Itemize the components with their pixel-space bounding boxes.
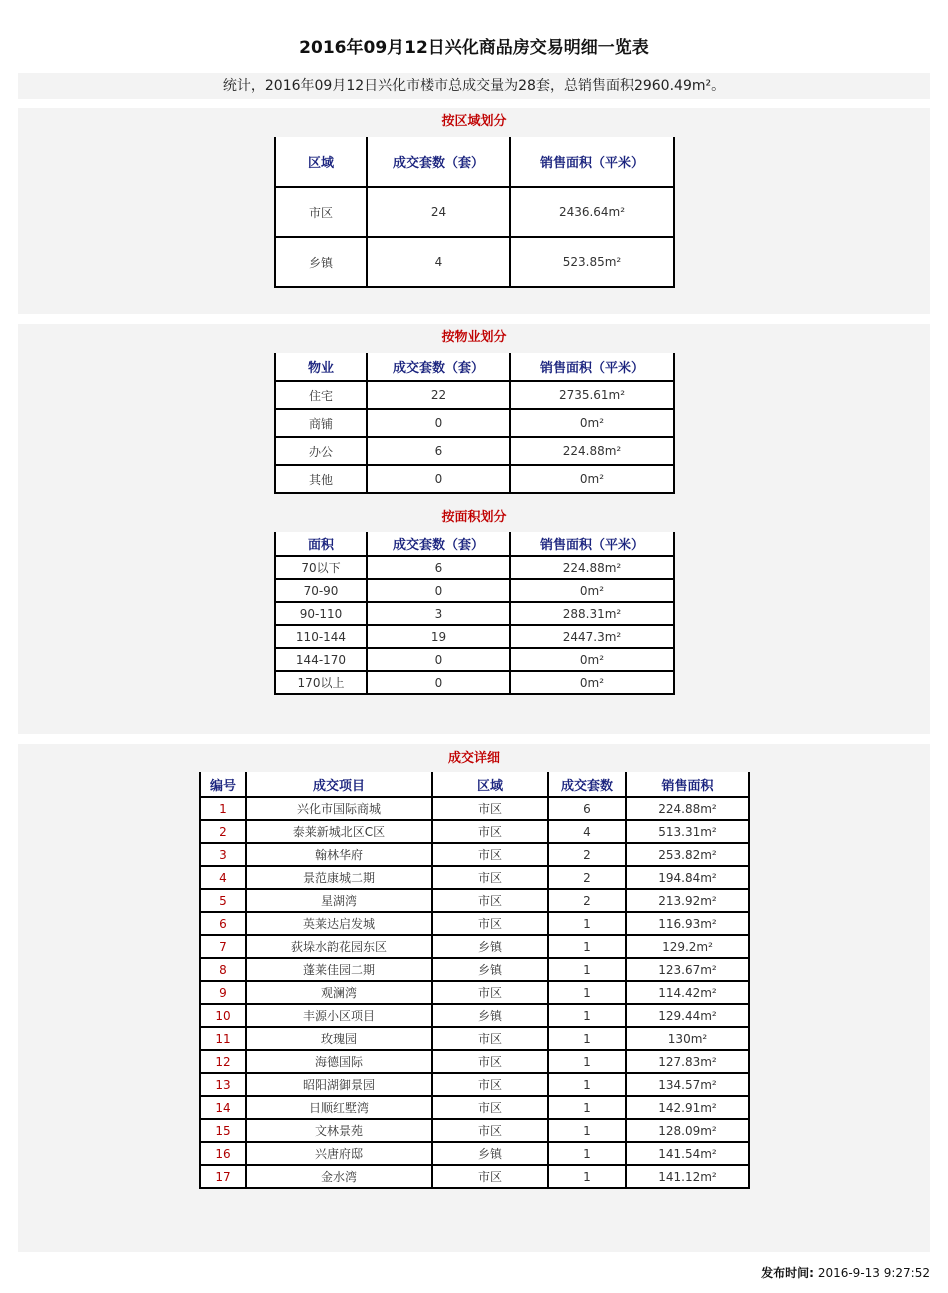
table-cell: 213.92m² — [626, 889, 749, 912]
table-cell: 1 — [548, 1165, 626, 1188]
table-row — [200, 958, 749, 981]
table-cell: 住宅 — [275, 381, 367, 409]
table-cell: 景范康城二期 — [246, 866, 432, 889]
table-cell: 市区 — [432, 1096, 548, 1119]
table-row — [200, 981, 749, 1004]
summary-text: 统计，2016年09月12日兴化市楼市总成交量为28套，总销售面积2960.49m²。 — [18, 73, 930, 99]
table-cell: 16 — [200, 1142, 246, 1165]
table-cell: 24 — [367, 187, 510, 237]
table-cell: 1 — [548, 958, 626, 981]
table-cell: 市区 — [432, 1165, 548, 1188]
table-cell: 市区 — [432, 981, 548, 1004]
details-table — [199, 772, 750, 1189]
table-cell: 144-170 — [275, 648, 367, 671]
table-row — [200, 820, 749, 843]
table-cell: 2 — [548, 843, 626, 866]
table-cell: 1 — [548, 1073, 626, 1096]
col-header: 销售面积（平米） — [510, 532, 674, 556]
table-cell: 泰莱新城北区C区 — [246, 820, 432, 843]
table-row — [200, 889, 749, 912]
table-cell: 2 — [200, 820, 246, 843]
region-section-title: 按区域划分 — [441, 114, 507, 129]
table-row — [275, 556, 674, 579]
table-cell: 253.82m² — [626, 843, 749, 866]
publish-time-value: 2016-9-13 9:27:52 — [817, 1266, 930, 1280]
table-cell: 17 — [200, 1165, 246, 1188]
area-table — [274, 532, 675, 695]
table-cell: 15 — [200, 1119, 246, 1142]
table-cell: 市区 — [432, 889, 548, 912]
table-cell: 523.85m² — [510, 237, 674, 287]
table-cell: 194.84m² — [626, 866, 749, 889]
table-cell: 荻垛水韵花园东区 — [246, 935, 432, 958]
table-cell: 114.42m² — [626, 981, 749, 1004]
table-row — [275, 409, 674, 437]
table-cell: 11 — [200, 1027, 246, 1050]
table-cell: 90-110 — [275, 602, 367, 625]
table-cell: 0 — [367, 465, 510, 493]
table-cell: 4 — [548, 820, 626, 843]
table-cell: 142.91m² — [626, 1096, 749, 1119]
table-cell: 6 — [548, 797, 626, 820]
table-cell: 70以下 — [275, 556, 367, 579]
table-cell: 办公 — [275, 437, 367, 465]
table-cell: 市区 — [432, 1073, 548, 1096]
table-cell: 日顺红墅湾 — [246, 1096, 432, 1119]
table-cell: 0 — [367, 409, 510, 437]
table-row — [200, 1050, 749, 1073]
table-cell: 6 — [367, 556, 510, 579]
table-cell: 10 — [200, 1004, 246, 1027]
table-cell: 乡镇 — [432, 1004, 548, 1027]
table-row — [275, 381, 674, 409]
table-cell: 1 — [548, 1004, 626, 1027]
table-row — [275, 237, 674, 287]
page-title: 2016年09月12日兴化商品房交易明细一览表 — [299, 38, 649, 58]
table-cell: 2436.64m² — [510, 187, 674, 237]
table-cell: 3 — [367, 602, 510, 625]
table-row — [275, 579, 674, 602]
table-cell: 1 — [548, 1096, 626, 1119]
table-cell: 翰林华府 — [246, 843, 432, 866]
table-cell: 乡镇 — [275, 237, 367, 287]
table-cell: 玫瑰园 — [246, 1027, 432, 1050]
table-cell: 123.67m² — [626, 958, 749, 981]
table-cell: 市区 — [432, 866, 548, 889]
table-cell: 海德国际 — [246, 1050, 432, 1073]
table-cell: 1 — [548, 981, 626, 1004]
table-cell: 市区 — [275, 187, 367, 237]
col-header: 编号 — [200, 772, 246, 797]
table-cell: 224.88m² — [510, 437, 674, 465]
col-header: 成交套数 — [548, 772, 626, 797]
table-cell: 5 — [200, 889, 246, 912]
table-row — [275, 437, 674, 465]
col-header: 销售面积 — [626, 772, 749, 797]
table-cell: 蓬莱佳园二期 — [246, 958, 432, 981]
table-cell: 19 — [367, 625, 510, 648]
table-cell: 乡镇 — [432, 935, 548, 958]
table-cell: 7 — [200, 935, 246, 958]
table-cell: 市区 — [432, 1027, 548, 1050]
table-cell: 4 — [200, 866, 246, 889]
col-header: 成交套数（套） — [367, 353, 510, 381]
table-cell: 兴唐府邸 — [246, 1142, 432, 1165]
table-cell: 170以上 — [275, 671, 367, 694]
details-section-title: 成交详细 — [447, 751, 500, 766]
col-header: 物业 — [275, 353, 367, 381]
table-cell: 其他 — [275, 465, 367, 493]
table-cell: 市区 — [432, 843, 548, 866]
table-cell: 116.93m² — [626, 912, 749, 935]
table-cell: 4 — [367, 237, 510, 287]
table-cell: 市区 — [432, 1119, 548, 1142]
table-row — [275, 648, 674, 671]
table-row — [200, 1027, 749, 1050]
table-cell: 141.54m² — [626, 1142, 749, 1165]
col-header: 成交项目 — [246, 772, 432, 797]
table-cell: 0 — [367, 671, 510, 694]
table-cell: 8 — [200, 958, 246, 981]
table-cell: 0m² — [510, 465, 674, 493]
table-cell: 2735.61m² — [510, 381, 674, 409]
table-cell: 134.57m² — [626, 1073, 749, 1096]
table-cell: 9 — [200, 981, 246, 1004]
region-table — [274, 137, 675, 288]
table-cell: 0m² — [510, 671, 674, 694]
property-table — [274, 353, 675, 494]
table-row — [200, 866, 749, 889]
col-header: 区域 — [275, 137, 367, 187]
col-header: 成交套数（套） — [367, 137, 510, 187]
table-cell: 2447.3m² — [510, 625, 674, 648]
col-header: 区域 — [432, 772, 548, 797]
table-cell: 1 — [548, 912, 626, 935]
publish-time — [761, 1264, 930, 1281]
table-cell: 兴化市国际商城 — [246, 797, 432, 820]
table-cell: 224.88m² — [626, 797, 749, 820]
table-cell: 130m² — [626, 1027, 749, 1050]
table-cell: 商铺 — [275, 409, 367, 437]
table-cell: 0m² — [510, 579, 674, 602]
table-cell: 市区 — [432, 820, 548, 843]
table-cell: 22 — [367, 381, 510, 409]
table-cell: 观澜湾 — [246, 981, 432, 1004]
table-row — [200, 1004, 749, 1027]
table-row — [275, 671, 674, 694]
table-cell: 星湖湾 — [246, 889, 432, 912]
table-cell: 乡镇 — [432, 958, 548, 981]
table-cell: 3 — [200, 843, 246, 866]
table-row — [200, 1142, 749, 1165]
col-header: 销售面积（平米） — [510, 137, 674, 187]
table-cell: 6 — [367, 437, 510, 465]
table-cell: 128.09m² — [626, 1119, 749, 1142]
table-cell: 0 — [367, 579, 510, 602]
area-section-title: 按面积划分 — [441, 510, 507, 525]
publish-time-label: 发布时间: — [761, 1266, 814, 1280]
table-cell: 110-144 — [275, 625, 367, 648]
table-row — [200, 843, 749, 866]
table-row — [275, 625, 674, 648]
table-cell: 金水湾 — [246, 1165, 432, 1188]
table-cell: 1 — [200, 797, 246, 820]
table-cell: 14 — [200, 1096, 246, 1119]
table-cell: 市区 — [432, 797, 548, 820]
table-row — [200, 1165, 749, 1188]
table-cell: 1 — [548, 1050, 626, 1073]
table-cell: 13 — [200, 1073, 246, 1096]
table-cell: 英莱达启发城 — [246, 912, 432, 935]
table-cell: 0 — [367, 648, 510, 671]
table-cell: 0m² — [510, 648, 674, 671]
table-cell: 127.83m² — [626, 1050, 749, 1073]
col-header: 面积 — [275, 532, 367, 556]
table-cell: 1 — [548, 935, 626, 958]
table-cell: 1 — [548, 1119, 626, 1142]
table-cell: 乡镇 — [432, 1142, 548, 1165]
table-cell: 224.88m² — [510, 556, 674, 579]
table-row — [200, 935, 749, 958]
table-row — [200, 912, 749, 935]
col-header: 销售面积（平米） — [510, 353, 674, 381]
table-cell: 文林景苑 — [246, 1119, 432, 1142]
table-cell: 市区 — [432, 1050, 548, 1073]
table-cell: 2 — [548, 866, 626, 889]
table-row — [200, 1073, 749, 1096]
table-cell: 1 — [548, 1027, 626, 1050]
table-cell: 12 — [200, 1050, 246, 1073]
property-section-title: 按物业划分 — [441, 330, 507, 345]
table-cell: 6 — [200, 912, 246, 935]
table-cell: 0m² — [510, 409, 674, 437]
table-cell: 513.31m² — [626, 820, 749, 843]
table-row — [200, 1119, 749, 1142]
table-cell: 2 — [548, 889, 626, 912]
table-cell: 市区 — [432, 912, 548, 935]
table-row — [275, 187, 674, 237]
table-row — [275, 465, 674, 493]
table-cell: 129.44m² — [626, 1004, 749, 1027]
table-cell: 70-90 — [275, 579, 367, 602]
col-header: 成交套数（套） — [367, 532, 510, 556]
table-row — [200, 1096, 749, 1119]
table-row — [275, 602, 674, 625]
table-cell: 288.31m² — [510, 602, 674, 625]
table-cell: 丰源小区项目 — [246, 1004, 432, 1027]
table-cell: 129.2m² — [626, 935, 749, 958]
table-cell: 141.12m² — [626, 1165, 749, 1188]
table-cell: 1 — [548, 1142, 626, 1165]
table-row — [200, 797, 749, 820]
table-cell: 昭阳湖御景园 — [246, 1073, 432, 1096]
